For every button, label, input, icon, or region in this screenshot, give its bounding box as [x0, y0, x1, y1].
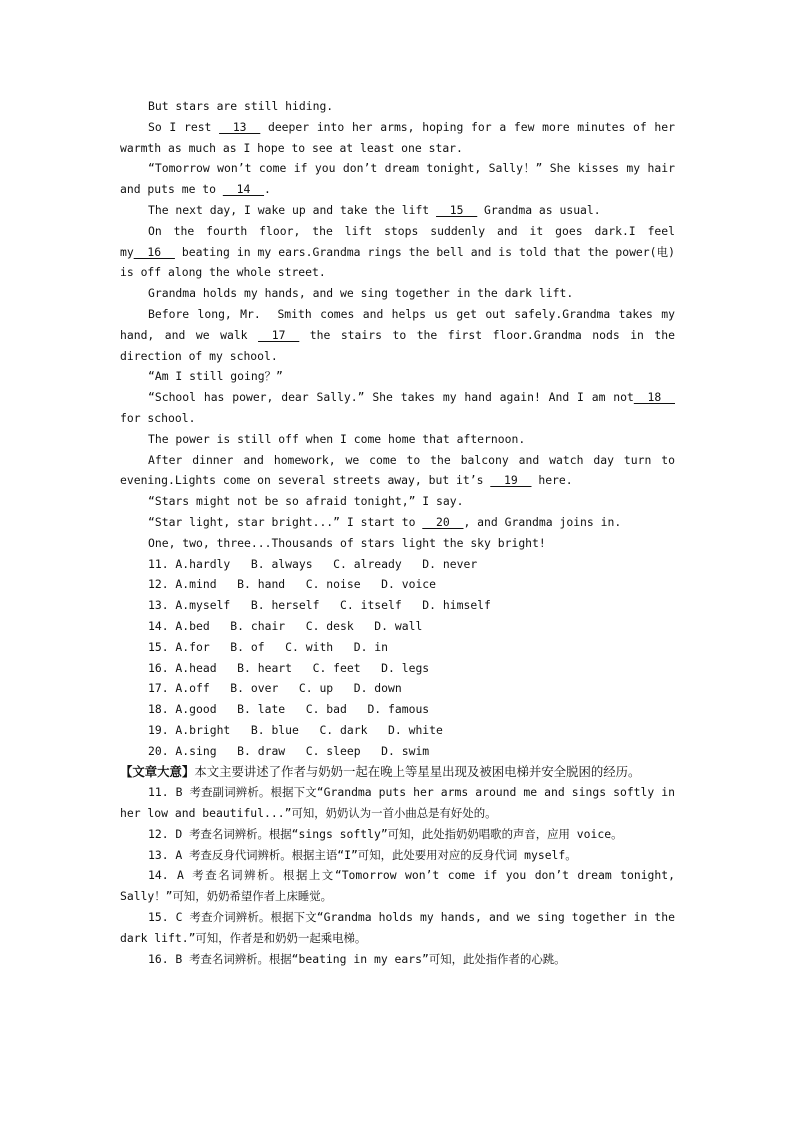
- option-row: 18. A.good B. late C. bad D. famous: [148, 702, 430, 717]
- blank-19: __19__: [490, 473, 532, 488]
- passage-text: The power is still off when I come home that afternoon.: [148, 431, 526, 446]
- summary-label: 【文章大意】: [120, 763, 195, 779]
- passage-line: [120, 304, 682, 366]
- passage-text: “Stars might not be so afraid tonight,” I say.: [148, 494, 464, 509]
- passage-text: Grandma holds my hands, and we sing together in the dark lift.: [148, 286, 574, 301]
- passage-text: Before long, Mr. Smith comes and helps us get out safely.Grandma takes my hand, and we walk: [120, 306, 682, 342]
- option-row: 14. A.bed B. chair C. desk D. wall: [148, 618, 423, 633]
- answer-explanation: 11. B 考查副词辨析。根据下文“Grandma puts her arms around me and sings softly in her low and beautiful...”可知，奶奶认为一首小曲总是有好处的。: [120, 785, 675, 821]
- option-row: 12. A.mind B. hand C. noise D. voice: [148, 577, 437, 592]
- answer-explanation: 12. D 考查名词辨析。根据“sings softly”可知，此处指奶奶唱歌的声音，应用 voice。: [148, 826, 623, 841]
- option-row: 11. A.hardly B. always C. already D. never: [148, 556, 478, 571]
- passage-text: the stairs to the first floor.Grandma nods in the direction of my school.: [120, 327, 682, 363]
- passage-text: “Tomorrow won’t come if you don’t dream tonight, Sally！” She kisses my hair and puts me to: [120, 161, 682, 197]
- passage-line: [120, 366, 675, 387]
- blank-17: __17__: [258, 327, 300, 342]
- passage-line: [120, 512, 675, 533]
- option-row: 15. A.for B. of C. with D. in: [148, 639, 389, 654]
- passage-text: So I rest: [148, 119, 220, 134]
- passage-text: “Star light, star bright...” I start to: [148, 514, 423, 529]
- blank-13: __13__: [219, 119, 261, 134]
- passage-text: beating in my ears.Grandma rings the bell and is told that the power(电) is off along the whole street.: [120, 244, 682, 280]
- answer-explanation: 14. A 考查名词辨析。根据上文“Tomorrow won’t come if you don’t dream tonight, Sally！”可知，奶奶希望作者上床睡觉。: [120, 868, 675, 904]
- passage-line: [120, 200, 675, 221]
- option-row: 19. A.bright B. blue C. dark D. white: [148, 722, 443, 737]
- passage: [120, 96, 682, 554]
- answer-explanation: 15. C 考查介词辨析。根据下文“Grandma holds my hands, and we sing together in the dark lift.”可知，作者是和奶奶一起乘电梯。: [120, 910, 675, 945]
- passage-text: deeper into her arms, hoping for a few more minutes of her warmth as much as I hope to see at least one star.: [120, 119, 682, 155]
- blank-15: __15__: [436, 202, 478, 217]
- passage-line: [120, 533, 675, 554]
- options-list: [120, 554, 675, 762]
- passage-text: One, two, three...Thousands of stars light the sky bright!: [148, 535, 546, 550]
- passage-text: “Am I still going？”: [148, 369, 283, 384]
- passage-text: After dinner and homework, we come to the balcony and watch day turn to evening.Lights come on several streets away, but it’s: [120, 452, 682, 488]
- passage-text: The next day, I wake up and take the lift: [148, 202, 437, 217]
- option-row: 17. A.off B. over C. up D. down: [148, 681, 402, 696]
- passage-text: On the fourth floor, the lift stops suddenly and it goes dark.I feel my: [120, 223, 682, 259]
- passage-line: [120, 96, 675, 117]
- passage-line: [120, 491, 675, 512]
- passage-text: Grandma as usual.: [477, 202, 601, 217]
- answer-explanation: 16. B 考查名词辨析。根据“beating in my ears”可知，此处指作者的心跳。: [148, 951, 566, 966]
- passage-line: [120, 283, 675, 304]
- passage-line: [120, 117, 682, 159]
- blank-16: __16__: [133, 244, 175, 259]
- answer-section: [120, 762, 675, 970]
- summary-paragraph: [120, 762, 675, 783]
- summary-text: 本文主要讲述了作者与奶奶一起在晚上等星星出现及被困电梯并安全脱困的经历。: [194, 763, 641, 779]
- option-row: 16. A.head B. heart C. feet D. legs: [148, 660, 430, 675]
- answer-explanation: 13. A 考查反身代词辨析。根据主语“I”可知，此处要用对应的反身代词 myself。: [148, 847, 577, 862]
- option-row: 20. A.sing B. draw C. sleep D. swim: [148, 743, 430, 758]
- blank-20: __20__: [422, 514, 464, 529]
- document-page: [120, 96, 682, 969]
- passage-line: [120, 429, 675, 450]
- passage-text: here.: [531, 473, 573, 488]
- passage-line: [120, 450, 682, 492]
- passage-text: for school.: [120, 390, 682, 425]
- passage-text: “School has power, dear Sally.” She takes my hand again! And I am not: [148, 390, 634, 405]
- passage-text: .: [264, 182, 271, 197]
- passage-line: [120, 158, 682, 200]
- option-row: 13. A.myself B. herself C. itself D. himself: [148, 598, 491, 613]
- passage-line: [120, 221, 682, 283]
- passage-line: [120, 387, 682, 429]
- passage-text: , and Grandma joins in.: [463, 514, 622, 529]
- passage-text: But stars are still hiding.: [148, 99, 334, 113]
- blank-14: __14__: [222, 182, 265, 197]
- blank-18: __18__: [633, 390, 675, 405]
